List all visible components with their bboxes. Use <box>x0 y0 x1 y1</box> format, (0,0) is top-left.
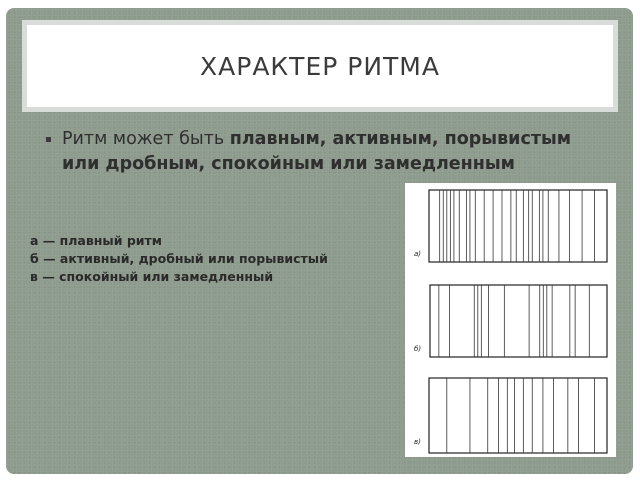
panel-label-b: б) <box>414 345 422 353</box>
bullet-point <box>46 127 606 177</box>
legend-item-c: в — спокойный или замедленный <box>30 269 274 284</box>
legend-item-a: а — плавный ритм <box>30 233 162 248</box>
bullet-text <box>62 127 606 177</box>
title-box <box>22 20 618 112</box>
panel-frame-b <box>430 285 607 357</box>
bullet-marker <box>46 137 51 142</box>
panel-frame-a <box>429 190 607 262</box>
slide-title: ХАРАКТЕР РИТМА <box>200 51 440 81</box>
panel-label-a: а) <box>414 250 422 258</box>
bullet-bold-text: плавным, активным, порывистым или дробным, спокойным или замедленным <box>62 129 572 174</box>
panel-frame-c <box>429 378 607 453</box>
bullet-intro: Ритм может быть <box>62 129 230 149</box>
legend-item-b: б — активный, дробный или порывистый <box>30 251 328 266</box>
rhythm-figure <box>405 183 616 457</box>
rhythm-diagram <box>405 183 616 457</box>
rhythm-legend <box>30 232 330 286</box>
panel-label-c: в) <box>414 438 421 446</box>
